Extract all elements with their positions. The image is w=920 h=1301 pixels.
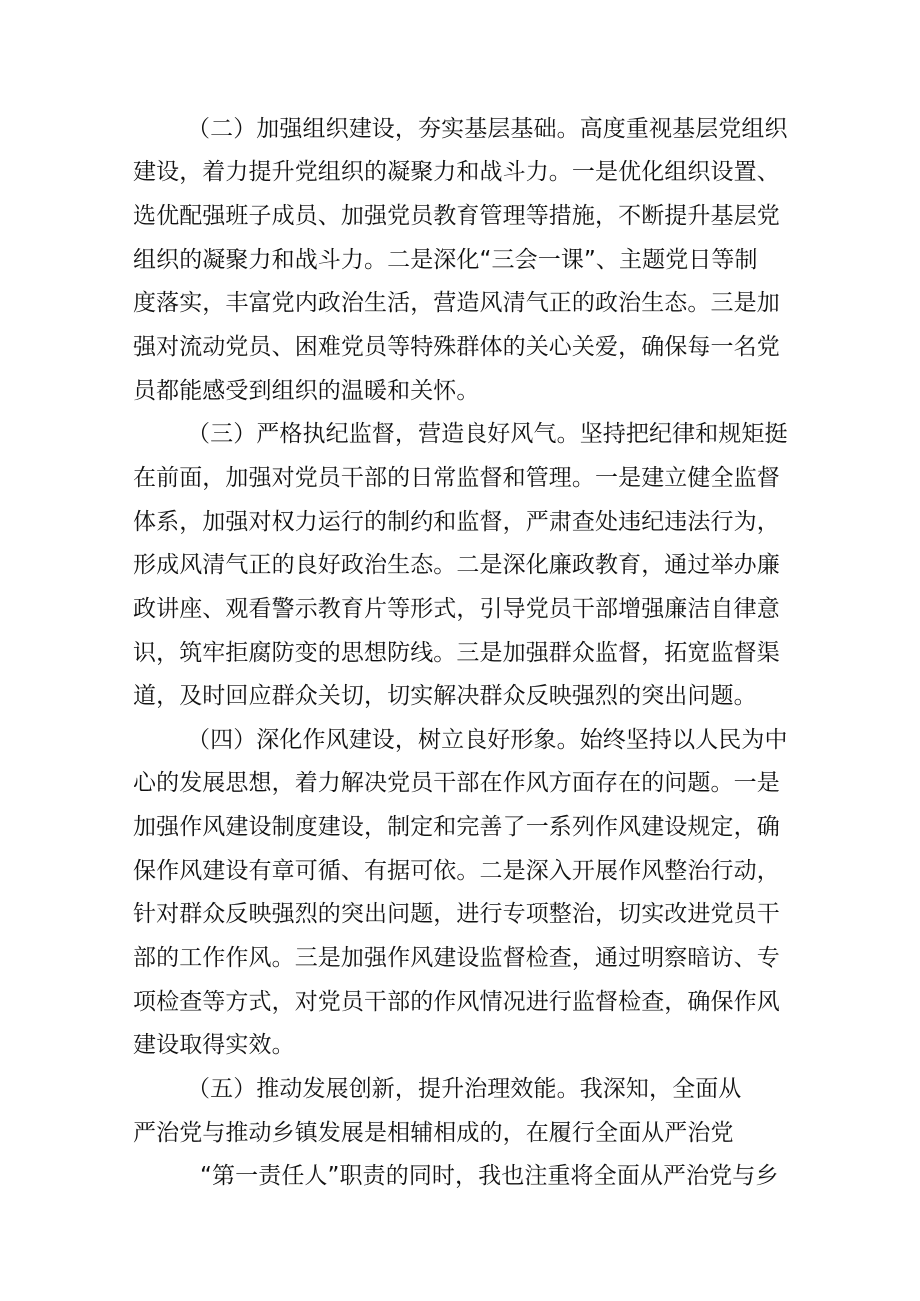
paragraph-3-line-4: 形成风清气正的良好政治生态。二是深化廉政教育，通过举办廉 — [133, 552, 780, 578]
paragraph-2-line-2: 建设，着力提升党组织的凝聚力和战斗力。一是优化组织设置、 — [133, 159, 780, 185]
paragraph-2-line-7: 员都能感受到组织的温暖和关怀。 — [133, 378, 480, 404]
paragraph-4-line-4: 保作风建设有章可循、有据可依。二是深入开展作风整治行动， — [133, 858, 780, 884]
paragraph-2-line-5: 度落实，丰富党内政治生活，营造风清气正的政治生态。三是加 — [133, 290, 780, 316]
paragraph-3-line-7: 道，及时回应群众关切，切实解决群众反映强烈的突出问题。 — [133, 683, 757, 709]
paragraph-4-line-1: （四）深化作风建设，树立良好形象。始终坚持以人民为中 — [187, 727, 788, 753]
paragraph-3-line-6: 识，筑牢拒腐防变的思想防线。三是加强群众监督，拓宽监督渠 — [133, 640, 780, 666]
paragraph-4-line-8: 建设取得实效。 — [133, 1032, 295, 1058]
paragraph-4-line-2: 心的发展思想，着力解决党员干部在作风方面存在的问题。一是 — [133, 770, 780, 796]
paragraph-2-line-4: 组织的凝聚力和战斗力。二是深化“三会一课”、主题党日等制 — [133, 247, 758, 273]
paragraph-2-line-1: （二）加强组织建设，夯实基层基础。高度重视基层党组织 — [187, 116, 788, 142]
paragraph-3-line-2: 在前面，加强对党员干部的日常监督和管理。一是建立健全监督 — [133, 465, 780, 491]
paragraph-3-line-1: （三）严格执纪监督，营造良好风气。坚持把纪律和规矩挺 — [187, 421, 788, 447]
paragraph-2-line-6: 强对流动党员、困难党员等特殊群体的关心关爱，确保每一名党 — [133, 334, 780, 360]
paragraph-4-line-3: 加强作风建设制度建设，制定和完善了一系列作风建设规定，确 — [133, 814, 780, 840]
paragraph-5-line-3: “第一责任人”职责的同时，我也注重将全面从严治党与乡 — [200, 1163, 779, 1189]
paragraph-3-line-3: 体系，加强对权力运行的制约和监督，严肃查处违纪违法行为， — [133, 509, 780, 535]
paragraph-4-line-6: 部的工作作风。三是加强作风建设监督检查，通过明察暗访、专 — [133, 945, 780, 971]
paragraph-5-line-2: 严治党与推动乡镇发展是相辅相成的，在履行全面从严治党 — [133, 1120, 734, 1146]
paragraph-2-line-3: 选优配强班子成员、加强党员教育管理等措施，不断提升基层党 — [133, 203, 780, 229]
paragraph-4-line-7: 项检查等方式，对党员干部的作风情况进行监督检查，确保作风 — [133, 989, 780, 1015]
paragraph-3-line-5: 政讲座、观看警示教育片等形式，引导党员干部增强廉洁自律意 — [133, 596, 780, 622]
paragraph-4-line-5: 针对群众反映强烈的突出问题，进行专项整治，切实改进党员干 — [133, 901, 780, 927]
paragraph-5-line-1: （五）推动发展创新，提升治理效能。我深知，全面从 — [187, 1076, 742, 1102]
